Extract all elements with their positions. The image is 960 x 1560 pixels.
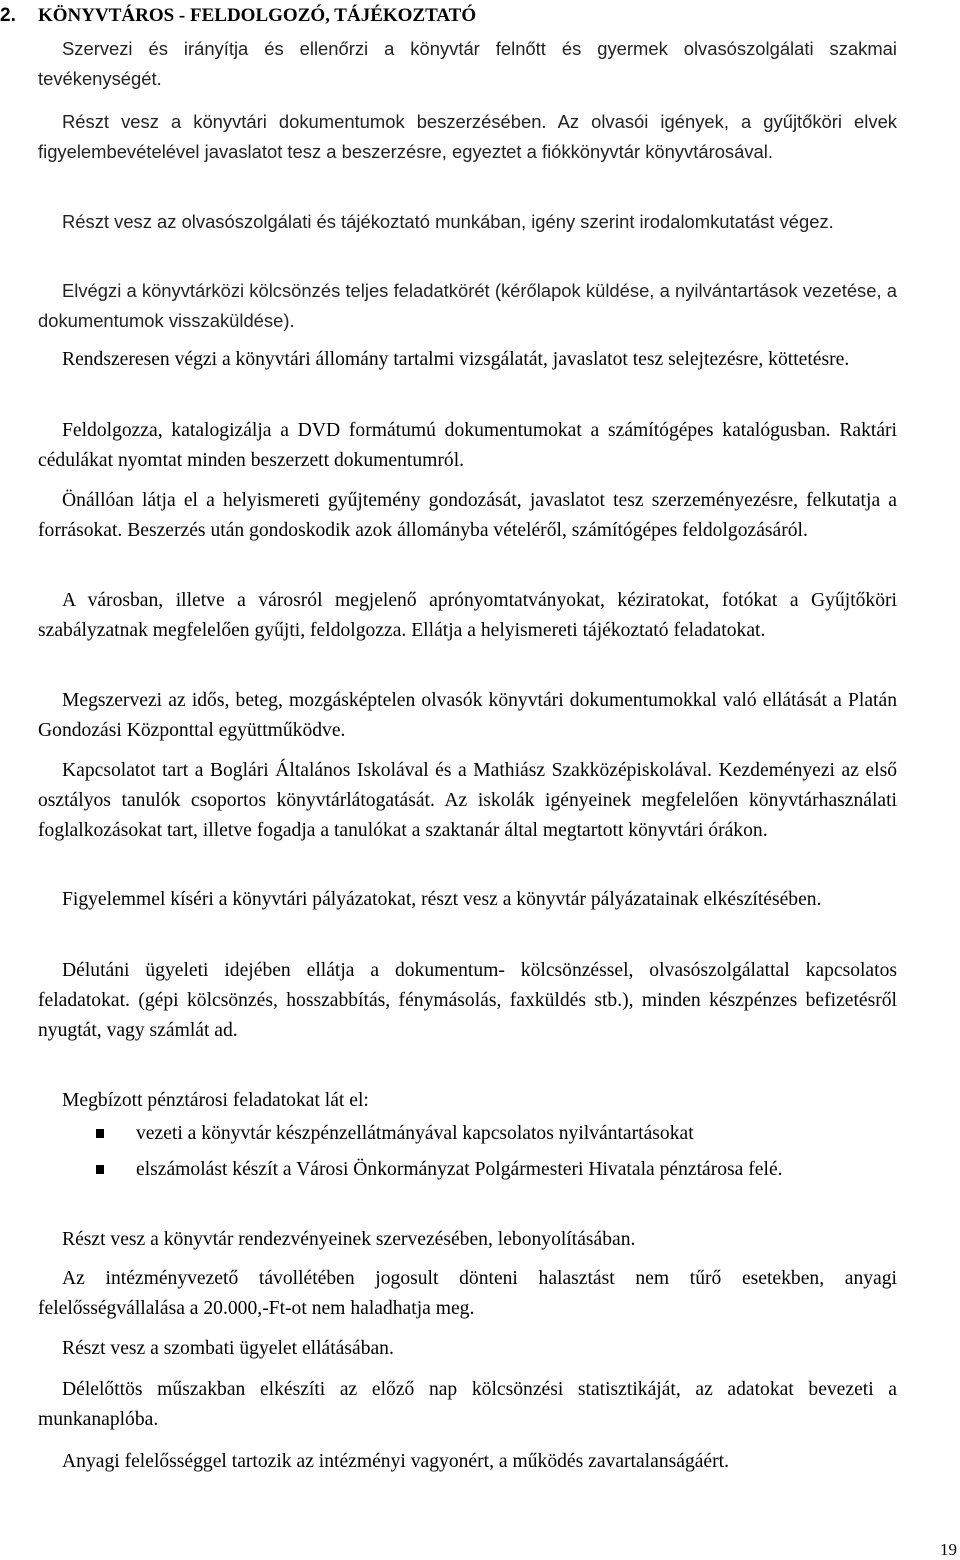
paragraph: Megszervezi az idős, beteg, mozgásképtelen olvasók könyvtári dokumentumokkal való ellátását a Platán Gondozási Központtal együttműködve. — [38, 690, 897, 741]
section-title: KÖNYVTÁROS - FELDOLGOZÓ, TÁJÉKOZTATÓ — [38, 5, 477, 26]
page-number: 19 — [940, 1540, 957, 1559]
list-item-text: vezeti a könyvtár készpénzellátmányával kapcsolatos nyilvántartásokat — [136, 1123, 694, 1144]
square-bullet-icon — [96, 1129, 104, 1138]
paragraph: Részt vesz a szombati ügyelet ellátásában. — [62, 1338, 394, 1359]
list-item — [38, 1155, 897, 1185]
paragraph: Részt vesz az olvasószolgálati és tájékoztató munkában, igény szerint irodalomkutatást végez. — [62, 211, 834, 232]
paragraph: Figyelemmel kíséri a könyvtári pályázatokat, részt vesz a könyvtár pályázatainak elkészítésében. — [62, 889, 822, 910]
square-bullet-icon — [96, 1165, 104, 1174]
paragraph: Megbízott pénztárosi feladatokat lát el: — [62, 1090, 369, 1111]
paragraph: Elvégzi a könyvtárközi kölcsönzés teljes feladatkörét (kérőlapok küldése, a nyilvántartások vezetése, a dokumentumok visszaküldése). — [38, 280, 897, 331]
list-item-text: elszámolást készít a Városi Önkormányzat Polgármesteri Hivatala pénztárosa felé. — [136, 1159, 783, 1180]
paragraph: Kapcsolatot tart a Boglári Általános Iskolával és a Mathiász Szakközépiskolával. Kezdeményezi az első osztályos tanulók csoportos könyvtárlátogatását. Az iskolák igényeinek megfelelően könyvtárhasználati foglalkozásokat tart, illetve fogadja a tanulókat a szaktanár által megtartott könyvtári órákon. — [38, 760, 897, 841]
bullet-list — [38, 1119, 897, 1191]
paragraph: Szervezi és irányítja és ellenőrzi a könyvtár felnőtt és gyermek olvasószolgálati szakmai tevékenységét. — [38, 38, 897, 89]
paragraph: Délutáni ügyeleti idejében ellátja a dokumentum- kölcsönzéssel, olvasószolgálattal kapcsolatos feladatokat. (gépi kölcsönzés, hosszabbítás, fénymásolás, faxküldés stb.), minden készpénzes befizetésről nyugtát, vagy számlát ad. — [38, 960, 897, 1041]
paragraph: A városban, illetve a városról megjelenő aprónyomtatványokat, kéziratokat, fotókat a Gyűjtőköri szabályzatnak megfelelően gyűjti, feldolgozza. Ellátja a helyismereti tájékoztató feladatokat. — [38, 590, 897, 641]
paragraph: Részt vesz a könyvtár rendezvényeinek szervezésében, lebonyolításában. — [62, 1229, 636, 1250]
paragraph: Feldolgozza, katalogizálja a DVD formátumú dokumentumokat a számítógépes katalógusban. Raktári cédulákat nyomtat minden beszerzett dokumentumról. — [38, 420, 897, 471]
paragraph: Önállóan látja el a helyismereti gyűjtemény gondozását, javaslatot tesz szerzeményezésre, felkutatja a forrásokat. Beszerzés után gondoskodik azok állományba vételéről, számítógépes feldolgozásáról. — [38, 490, 897, 541]
paragraph: Délelőttös műszakban elkészíti az előző nap kölcsönzési statisztikáját, az adatokat bevezeti a munkanaplóba. — [38, 1379, 897, 1430]
list-item — [38, 1119, 897, 1149]
paragraph: Anyagi felelősséggel tartozik az intézményi vagyonért, a működés zavartalanságáért. — [62, 1451, 730, 1472]
paragraph: Rendszeresen végzi a könyvtári állomány tartalmi vizsgálatát, javaslatot tesz selejtezésre, köttetésre. — [62, 349, 850, 370]
paragraph: Az intézményvezető távollétében jogosult dönteni halasztást nem tűrő esetekben, anyagi felelősségvállalása a 20.000,-Ft-ot nem haladhatja meg. — [38, 1268, 897, 1319]
section-heading — [0, 4, 476, 28]
paragraph: Részt vesz a könyvtári dokumentumok beszerzésében. Az olvasói igények, a gyűjtőköri elvek figyelembevételével javaslatot tesz a beszerzésre, egyeztet a fiókkönyvtár könyvtárosával. — [38, 111, 897, 162]
section-number: 2. — [0, 5, 16, 26]
